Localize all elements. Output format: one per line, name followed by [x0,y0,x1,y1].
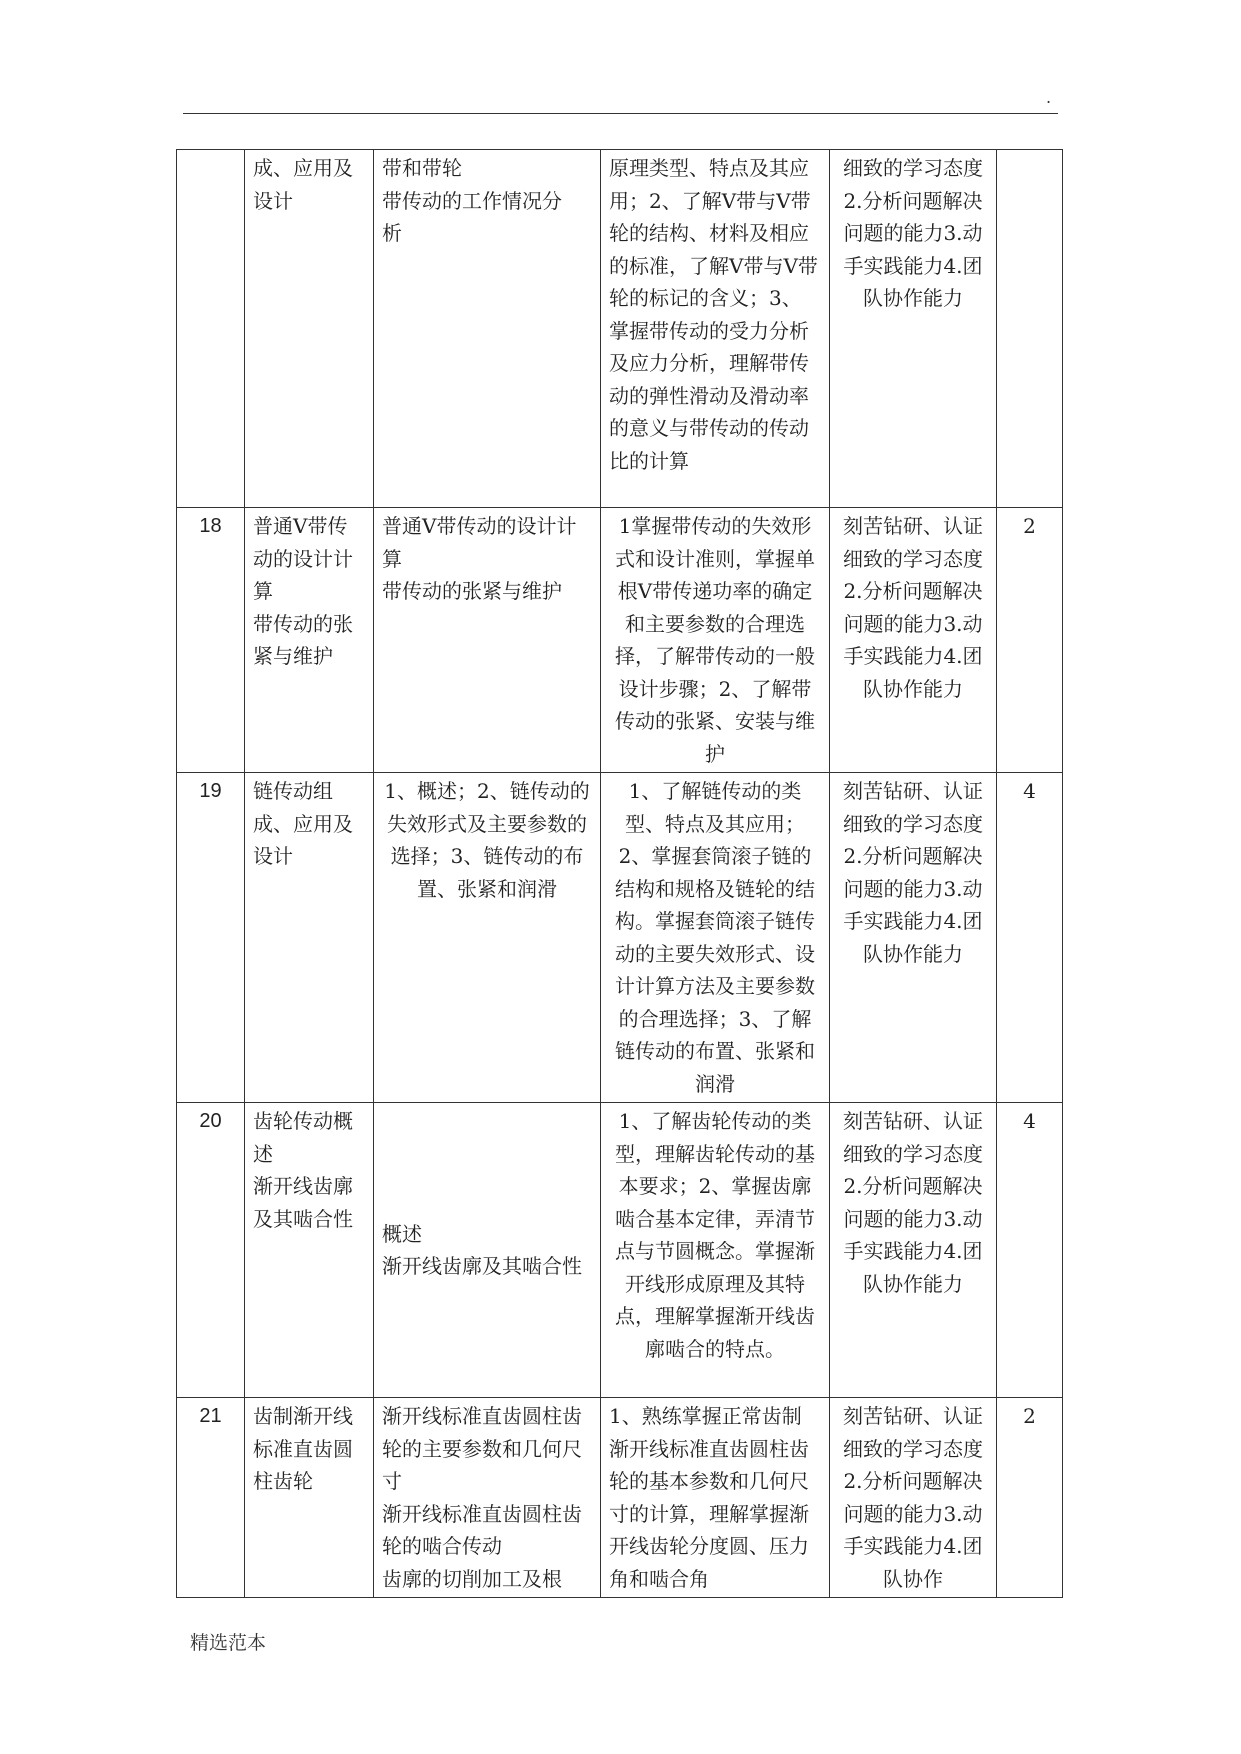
topic-cell: 齿轮传动概述 渐开线齿廓及其啮合性 [245,1103,374,1398]
content-cell: 带和带轮 带传动的工作情况分 析 [374,150,601,508]
row-number-cell: 19 [177,773,245,1103]
table-row [177,1398,1063,1598]
hours-cell: 4 [997,1103,1063,1398]
content-cell [374,1103,601,1398]
hours-cell: 4 [997,773,1063,1103]
topic-cell: 成、应用及 设计 [245,150,374,508]
row-number-cell [177,150,245,508]
table-row [177,1103,1063,1398]
content-cell: 普通V带传动的设计计算 带传动的张紧与维护 [374,508,601,773]
objectives-cell: 1、了解齿轮传动的类型，理解齿轮传动的基本要求；2、掌握齿廓啮合基本定律，弄清节点与节圆概念。掌握渐开线形成原理及其特点，理解掌握渐开线齿廓啮合的特点。 [601,1103,830,1398]
attitude-cell: 刻苦钻研、认证细致的学习态度2.分析问题解决问题的能力3.动手实践能力4.团队协作能力 [830,1103,997,1398]
row-number-cell: 18 [177,508,245,773]
content-cell: 渐开线标准直齿圆柱齿轮的主要参数和几何尺寸 渐开线标准直齿圆柱齿轮的啮合传动 齿廓的切削加工及根 [374,1398,601,1598]
topic-cell: 普通V带传动的设计计算 带传动的张紧与维护 [245,508,374,773]
table-row [177,508,1063,773]
content-cell: 1、概述；2、链传动的失效形式及主要参数的选择；3、链传动的布置、张紧和润滑 [374,773,601,1103]
attitude-cell: 细致的学习态度2.分析问题解决问题的能力3.动手实践能力4.团队协作能力 [830,150,997,508]
row-number-cell: 20 [177,1103,245,1398]
objectives-cell: 1掌握带传动的失效形式和设计准则，掌握单根V带传递功率的确定和主要参数的合理选择，了解带传动的一般设计步骤；2、了解带传动的张紧、安装与维护 [601,508,830,773]
hours-cell: 2 [997,1398,1063,1598]
footer-text: 精选范本 [190,1632,267,1654]
header-rule [183,113,1058,114]
objectives-cell: 原理类型、特点及其应用；2、了解V带与V带轮的结构、材料及相应的标准，了解V带与V带轮的标记的含义；3、掌握带传动的受力分析及应力分析，理解带传动的弹性滑动及滑动率的意义与带传动的传动比的计算 [601,150,830,508]
topic-cell: 链传动组成、应用及设计 [245,773,374,1103]
row-number-cell: 21 [177,1398,245,1598]
header-mark: . [1046,88,1052,107]
table-row [177,150,1063,508]
attitude-cell: 刻苦钻研、认证细致的学习态度2.分析问题解决问题的能力3.动手实践能力4.团队协作能力 [830,773,997,1103]
table-row [177,773,1063,1103]
content-text: 概述 渐开线齿廓及其啮合性 [382,1221,582,1278]
hours-cell: 2 [997,508,1063,773]
syllabus-table [176,149,1063,1598]
attitude-cell: 刻苦钻研、认证细致的学习态度2.分析问题解决问题的能力3.动手实践能力4.团队协作能力 [830,508,997,773]
objectives-cell: 1、了解链传动的类型、特点及其应用；2、掌握套筒滚子链的结构和规格及链轮的结构。掌握套筒滚子链传动的主要失效形式、设计计算方法及主要参数的合理选择；3、了解链传动的布置、张紧和润滑 [601,773,830,1103]
objectives-cell: 1、熟练掌握正常齿制渐开线标准直齿圆柱齿轮的基本参数和几何尺寸的计算，理解掌握渐开线齿轮分度圆、压力角和啮合角 [601,1398,830,1598]
hours-cell [997,150,1063,508]
attitude-cell: 刻苦钻研、认证细致的学习态度2.分析问题解决问题的能力3.动手实践能力4.团队协作 [830,1398,997,1598]
topic-cell: 齿制渐开线标准直齿圆柱齿轮 [245,1398,374,1598]
